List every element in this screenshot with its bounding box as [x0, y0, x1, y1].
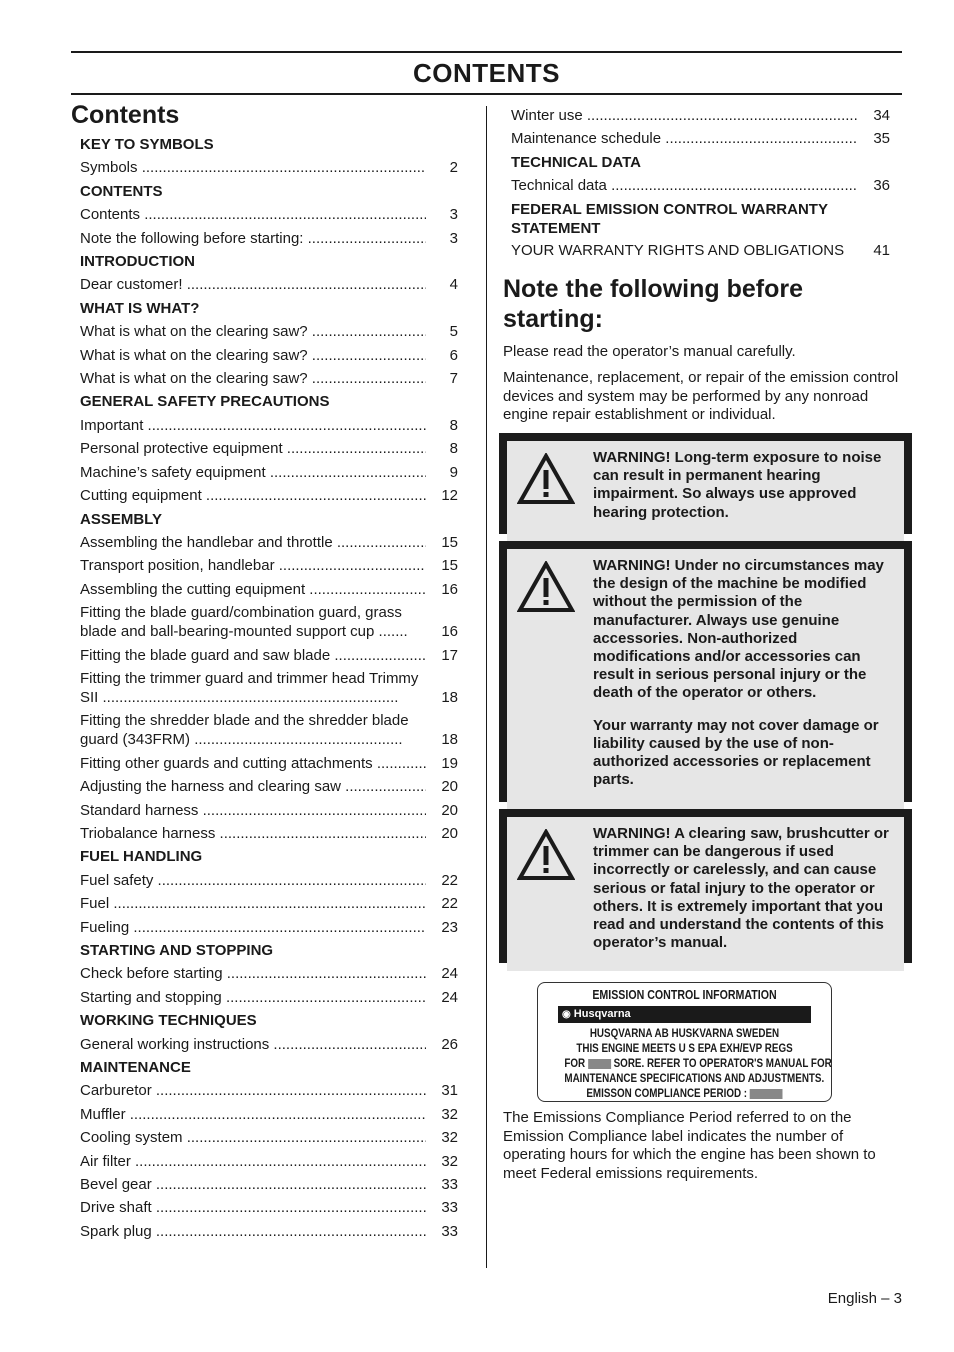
intro-paragraph-1: Please read the operator’s manual carefully. [503, 343, 796, 360]
toc-entry-page: 36 [873, 177, 890, 195]
toc-entry-page: 33 [441, 1176, 458, 1194]
toc-entry-page: 24 [441, 965, 458, 983]
toc-entry-title: Adjusting the harness and clearing saw ..... [80, 775, 426, 798]
redacted-block [750, 1089, 783, 1099]
toc-entry-title: Cutting equipment ..... [80, 484, 426, 507]
toc-section-heading: CONTENTS [80, 182, 163, 200]
toc-entry-page: 34 [873, 107, 890, 124]
note-heading-line2: starting: [503, 305, 603, 333]
toc-entry-title: Symbols ..... [80, 156, 426, 179]
toc-entry[interactable] [511, 239, 890, 262]
toc-entry-title: Carburetor ..... [80, 1079, 426, 1102]
toc-entry-page: 3 [449, 206, 458, 224]
toc-entry-title: Triobalance harness ..... [80, 822, 426, 845]
warning-paragraph: Your warranty may not cover damage or liability caused by the use of non-authorized accessories or replacement parts. [593, 716, 879, 789]
toc-entry[interactable] [80, 437, 458, 460]
contents-heading: Contents [71, 101, 180, 129]
toc-section-heading: STARTING AND STOPPING [80, 941, 274, 959]
toc-entry-title: Fueling ..... [80, 916, 426, 939]
toc-entry[interactable] [80, 273, 458, 296]
toc-entry-title: What is what on the clearing saw? ..... [80, 320, 426, 343]
emission-label-title: EMISSION CONTROL INFORMATION [592, 988, 777, 1002]
toc-entry[interactable] [511, 127, 890, 150]
warning-paragraph: WARNING! Under no circumstances may the design of the machine be modified without the permission of the manufacturer. Always use genuine accessories. Non-authorized modifications and/or accessories can result in serious personal injury or the death of the operator or others. [593, 557, 884, 702]
toc-entry[interactable] [80, 1079, 458, 1102]
toc-entry-page: 6 [449, 346, 458, 364]
toc-entry-title: Machine’s safety equipment ..... [80, 461, 426, 484]
emission-paragraph: The Emissions Compliance Period referred to on the Emission Compliance label indicates the number of operating hours for which the engine has been shown to meet Federal emissions requirements. [503, 1109, 876, 1182]
toc-entry-page: 2 [449, 159, 458, 177]
toc-entry-title: Fitting the trimmer guard and trimmer head Trimmy SII ....................................................................... [80, 669, 419, 706]
page-footer: English – 3 [827, 1290, 902, 1307]
warning-box-danger [499, 809, 912, 963]
toc-entry-title: Assembling the handlebar and throttle ..... [80, 531, 426, 554]
toc-entry[interactable] [80, 892, 458, 915]
toc-entry[interactable] [80, 156, 458, 179]
warning-paragraph: WARNING! A clearing saw, brushcutter or trimmer can be dangerous if used incorrectly or carelessly, and can cause serious or fatal injury to the operator or others. It is extremely important that you read and understand the contents of this operator’s manual. [593, 825, 889, 952]
emission-label-line1: HUSQVARNA AB HUSKVARNA SWEDEN [589, 1026, 780, 1040]
toc-entry-page: 33 [441, 1222, 458, 1240]
emission-label-line3-pre: FOR [564, 1056, 586, 1070]
warning-text-danger [581, 825, 894, 963]
warning-box-noise [499, 433, 912, 534]
brand-name: Husqvarna [573, 1008, 631, 1020]
toc-entry-page: 16 [441, 623, 458, 641]
emission-label-line3 [564, 1056, 832, 1071]
toc-entry[interactable] [80, 203, 458, 226]
toc-entry-page: 35 [873, 130, 890, 148]
toc-entry-title: Dear customer! ..... [80, 273, 426, 296]
toc-entry[interactable] [80, 869, 458, 892]
warning-triangle-icon [517, 825, 581, 963]
toc-entry-page: 23 [441, 918, 458, 936]
toc-entry-title: Standard harness ..... [80, 799, 426, 822]
toc-entry-page: 20 [441, 801, 458, 819]
toc-entry[interactable] [80, 822, 458, 845]
warning-text-modification [581, 557, 894, 802]
toc-entry-page: 16 [441, 580, 458, 598]
toc-entry[interactable] [80, 1196, 458, 1219]
toc-entry-page: 24 [441, 988, 458, 1006]
toc-left-column [80, 133, 458, 1243]
toc-entry-page: 3 [449, 229, 458, 247]
toc-entry-title: YOUR WARRANTY RIGHTS AND OBLIGATIONS [511, 241, 845, 259]
top-rule [71, 51, 902, 53]
toc-entry[interactable] [80, 644, 458, 667]
toc-entry[interactable] [80, 414, 458, 437]
toc-entry-page: 26 [441, 1035, 458, 1053]
toc-entry-title: Fuel ..... [80, 892, 426, 915]
toc-entry[interactable] [80, 461, 458, 484]
toc-entry-title: Air filter ..... [80, 1150, 426, 1173]
toc-entry-page: 9 [449, 463, 458, 481]
toc-entry-title: Muffler ..... [80, 1103, 426, 1126]
toc-entry-title: Technical data ..... [511, 174, 858, 197]
toc-entry[interactable] [80, 554, 458, 577]
banner-underline [71, 93, 902, 95]
emission-label-line5-text: EMISSON COMPLIANCE PERIOD : [586, 1086, 748, 1100]
toc-entry[interactable] [80, 531, 458, 554]
toc-entry[interactable] [511, 174, 890, 197]
toc-entry-title: Important ..... [80, 414, 426, 437]
toc-entry-page: 22 [441, 871, 458, 889]
toc-section-heading: TECHNICAL DATA [511, 153, 641, 171]
toc-entry[interactable] [80, 667, 458, 709]
toc-entry-page: 18 [441, 688, 458, 706]
toc-entry-title: Fitting the blade guard/combination guard, grass blade and ball-bearing-mounted support cup ....... [80, 604, 408, 641]
banner-title: CONTENTS [413, 58, 560, 88]
emission-label-line4: MAINTENANCE SPECIFICATIONS AND ADJUSTMENTS. [564, 1071, 825, 1085]
toc-entry[interactable] [80, 709, 458, 751]
toc-entry[interactable] [80, 367, 458, 390]
toc-entry-page: 20 [441, 824, 458, 842]
toc-section-heading: MAINTENANCE [80, 1058, 191, 1076]
toc-entry-title: Check before starting ..... [80, 962, 426, 985]
emission-label-line5 [564, 1086, 804, 1101]
toc-entry-title: Drive shaft ..... [80, 1196, 426, 1219]
toc-entry[interactable] [80, 1033, 458, 1056]
toc-entry-title: Transport position, handlebar ..... [80, 554, 426, 577]
toc-entry-page: 32 [441, 1152, 458, 1170]
toc-entry[interactable] [80, 775, 458, 798]
toc-entry-page: 15 [441, 533, 458, 551]
warning-triangle-icon [517, 449, 581, 534]
toc-entry[interactable] [80, 1103, 458, 1126]
toc-entry-page: 12 [441, 487, 458, 505]
toc-entry-title: Starting and stopping ..... [80, 986, 426, 1009]
toc-entry[interactable] [80, 1220, 458, 1243]
toc-entry-page: 22 [441, 895, 458, 913]
toc-entry-page: 8 [449, 416, 458, 434]
redacted-block [588, 1059, 611, 1069]
toc-entry-page: 20 [441, 778, 458, 796]
toc-section-heading: INTRODUCTION [80, 253, 195, 271]
toc-entry-page: 32 [441, 1129, 458, 1147]
toc-section-heading: KEY TO SYMBOLS [80, 136, 214, 153]
toc-entry-page: 5 [449, 323, 458, 341]
toc-entry[interactable] [80, 962, 458, 985]
toc-entry[interactable] [80, 1126, 458, 1149]
toc-entry[interactable] [80, 484, 458, 507]
toc-section-heading: WORKING TECHNIQUES [80, 1012, 257, 1030]
toc-entry-page: 19 [441, 754, 458, 772]
toc-entry-title: Winter use ..... [511, 104, 858, 127]
toc-entry[interactable] [80, 227, 458, 250]
toc-entry-page: 8 [449, 440, 458, 458]
toc-entry-page: 41 [873, 241, 890, 259]
warning-paragraph: WARNING! Long-term exposure to noise can result in permanent hearing impairment. So always use approved hearing protection. [593, 449, 882, 521]
toc-entry[interactable] [80, 799, 458, 822]
warning-box-modification [499, 541, 912, 802]
emission-label-line3-post: SORE. REFER TO OPERATOR'S MANUAL FOR [613, 1056, 832, 1070]
warning-triangle-icon [517, 557, 581, 802]
toc-entry-title: Fitting other guards and cutting attachments ..... [80, 752, 426, 775]
toc-entry-page: 4 [449, 276, 458, 294]
emission-label-line2: THIS ENGINE MEETS U S EPA EXH/EVP REGS [576, 1041, 793, 1055]
toc-section-heading: FEDERAL EMISSION CONTROL WARRANTY STATEMENT [511, 200, 828, 237]
toc-right-column [511, 104, 890, 262]
warning-text-noise [581, 449, 894, 534]
toc-section-heading: WHAT IS WHAT? [80, 299, 200, 317]
toc-entry-page: 15 [441, 557, 458, 575]
toc-entry-title: Maintenance schedule ..... [511, 127, 858, 150]
toc-entry[interactable] [80, 986, 458, 1009]
note-heading-line1: Note the following before [503, 275, 803, 303]
toc-entry-page: 31 [441, 1082, 458, 1100]
toc-section-heading: GENERAL SAFETY PRECAUTIONS [80, 393, 330, 411]
toc-entry-page: 32 [441, 1105, 458, 1123]
toc-entry-title: Fitting the blade guard and saw blade ..... [80, 644, 426, 667]
toc-entry[interactable] [80, 752, 458, 775]
emission-control-label [537, 982, 832, 1102]
toc-section-heading: ASSEMBLY [80, 510, 162, 528]
toc-entry[interactable] [511, 104, 890, 127]
toc-entry-title: Personal protective equipment ..... [80, 437, 426, 460]
toc-entry-title: Contents ..... [80, 203, 426, 226]
toc-entry-title: Assembling the cutting equipment ..... [80, 578, 426, 601]
toc-entry-title: Fuel safety ..... [80, 869, 426, 892]
toc-entry-title: Bevel gear ..... [80, 1173, 426, 1196]
intro-paragraph-2: Maintenance, replacement, or repair of the emission control devices and system may be performed by any nonroad engine repair establishment or individual. [503, 369, 899, 423]
toc-entry-page: 33 [441, 1199, 458, 1217]
toc-entry[interactable] [80, 601, 458, 643]
toc-entry[interactable] [80, 1173, 458, 1196]
toc-entry-title: Fitting the shredder blade and the shredder blade guard (343FRM) .................................................. [80, 712, 409, 749]
column-divider [486, 106, 487, 1268]
toc-entry-title: Cooling system ..... [80, 1126, 426, 1149]
toc-entry[interactable] [80, 578, 458, 601]
husqvarna-logo: ◉ Husqvarna [558, 1006, 811, 1023]
toc-entry-title: Note the following before starting: ..... [80, 227, 426, 250]
note-heading [503, 274, 803, 334]
toc-entry-page: 7 [449, 370, 458, 388]
toc-entry-title: General working instructions ..... [80, 1033, 426, 1056]
toc-entry-page: 17 [441, 646, 458, 664]
toc-entry-title: What is what on the clearing saw? ..... [80, 344, 426, 367]
toc-section-heading: FUEL HANDLING [80, 848, 203, 866]
toc-entry[interactable] [80, 916, 458, 939]
toc-entry-title: What is what on the clearing saw? ..... [80, 367, 426, 390]
toc-entry[interactable] [80, 1150, 458, 1173]
toc-entry-title: Spark plug ..... [80, 1220, 426, 1243]
toc-entry-page: 18 [441, 731, 458, 749]
toc-entry[interactable] [80, 320, 458, 343]
toc-entry[interactable] [80, 344, 458, 367]
